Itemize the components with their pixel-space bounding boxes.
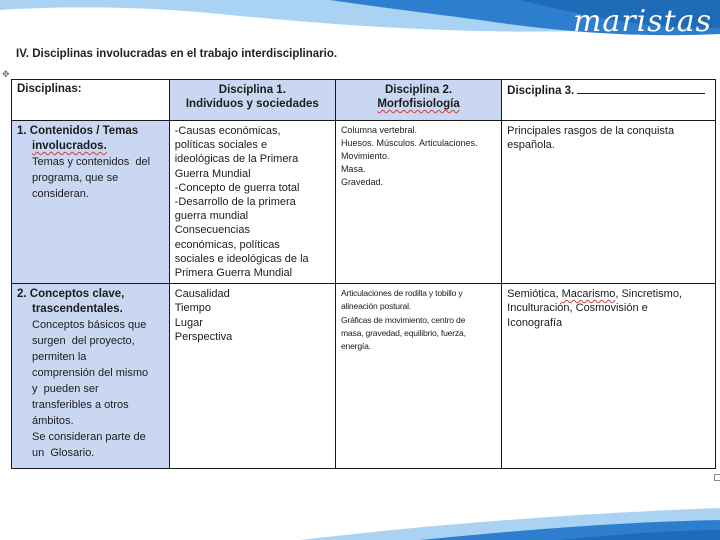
table-move-handle-icon[interactable]: ✥ [2,69,10,79]
section-title: IV. Disciplinas involucradas en el trabajo interdisciplinario. [16,48,338,60]
header-disciplina-3-blank[interactable] [577,83,705,94]
header-disciplina-2: Disciplina 2. Morfofisiología [335,80,501,121]
disciplines-table [11,79,716,469]
row-2-disciplina-2-cell[interactable]: Articulaciones de rodilla y tobillo y alineación postural. Gráficas de movimiento, centro de masa, gravedad, equilibrio, fuerza, energía. [335,284,501,469]
row-2-label-cell: 2. Conceptos clave, trascendentales. Conceptos básicos que surgen del proyecto, permiten la comprensión del mismo y pueden ser transferibles a otros ámbitos. Se consideran parte de un Glosario. [12,284,170,469]
footer-band [0,470,720,540]
header-disciplina-1: Disciplina 1. Individuos y sociedades [169,80,335,121]
row-2-disciplina-3-cell[interactable]: Semiótica, Macarismo, Sincretismo, Inculturación, Cosmovisión e Iconografía [502,284,716,469]
table-row [12,284,716,469]
row-1-disciplina-1-cell[interactable]: -Causas económicas, políticas sociales e ideológicas de la Primera Guerra Mundial -Concepto de guerra total -Desarrollo de la primera guerra mundial Consecuencias económicas, políticas sociales e ideológicas de la Primera Guerra Mundial [169,121,335,284]
table-row [12,121,716,284]
row-1-label-cell: 1. Contenidos / Temas involucrados. Temas y contenidos del programa, que se consideran. [12,121,170,284]
table-header-row [12,80,716,121]
row-2-disciplina-1-cell[interactable]: Causalidad Tiempo Lugar Perspectiva [169,284,335,469]
header-disciplinas: Disciplinas: [12,80,170,121]
header-disciplina-3: Disciplina 3. [502,80,716,121]
row-1-disciplina-2-cell[interactable]: Columna vertebral. Huesos. Músculos. Articulaciones. Movimiento. Masa. Gravedad. [335,121,501,284]
row-1-disciplina-3-cell[interactable]: Principales rasgos de la conquista española. [502,121,716,284]
maristas-logo: maristas [572,4,712,39]
